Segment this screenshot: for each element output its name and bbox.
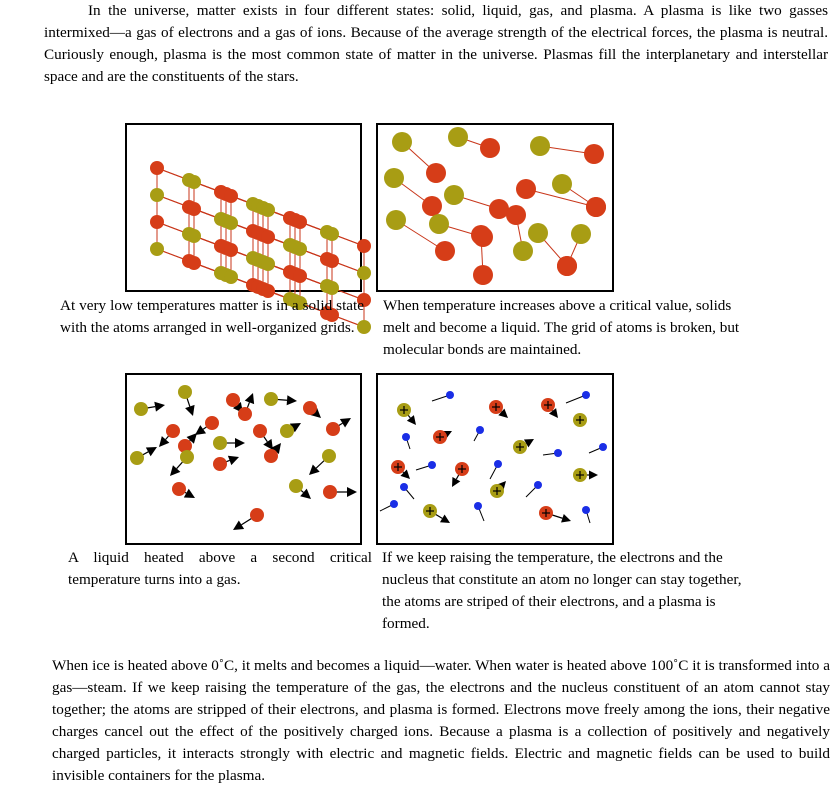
liquid-atom — [473, 265, 493, 285]
lattice-atom — [187, 229, 201, 243]
gas-atom — [289, 479, 303, 493]
solid-lattice-illustration — [125, 123, 362, 298]
plasma-electron — [582, 506, 590, 514]
velocity-arrowhead — [440, 515, 450, 523]
liquid-atom — [513, 241, 533, 261]
velocity-arrowhead — [589, 471, 598, 480]
gas-atom — [303, 401, 317, 415]
liquid-atom — [471, 225, 491, 245]
gas-atom — [213, 436, 227, 450]
gas-atoms-illustration — [125, 373, 362, 545]
lattice-atom — [357, 239, 371, 253]
solid-panel — [125, 123, 362, 292]
lattice-atom — [187, 202, 201, 216]
gas-atom — [205, 416, 219, 430]
gas-atom — [264, 449, 278, 463]
lattice-atom — [187, 175, 201, 189]
lattice-atom — [224, 189, 238, 203]
gas-atom — [226, 393, 240, 407]
plasma-electron — [390, 500, 398, 508]
lattice-atom — [261, 257, 275, 271]
lattice-atom — [224, 243, 238, 257]
liquid-atom — [384, 168, 404, 188]
outro-paragraph: When ice is heated above 0˚C, it melts and becomes a liquid—water. When water is heated above 100˚C it is transformed into a gas—steam. If we keep raising the temperature of the gas, the electrons and the nucleus constituent of an atom cannot stay together; the atoms are stripped of their electrons, and plasma is formed. Electrons move freely among the ions, their negative charges cancel out the effect of the positively charged ions. Because a plasma is a collection of positively and negatively charged particles, it interacts strongly with electric and magnetic fields. Electric and magnetic fields can be used to build invisible containers for the plasma. — [52, 657, 830, 784]
velocity-arrowhead — [233, 520, 244, 530]
plasma-electron — [476, 426, 484, 434]
lattice-atom — [224, 216, 238, 230]
lattice-atom — [293, 215, 307, 229]
gas-atom — [172, 482, 186, 496]
lattice-atom — [325, 281, 339, 295]
plasma-electron — [582, 391, 590, 399]
gas-atom — [280, 424, 294, 438]
liquid-caption: When temperature increases above a critical value, solids melt and become a liquid. The grid of atoms is broken, but molecular bonds are maintained. — [383, 297, 740, 358]
gas-panel — [125, 373, 362, 545]
gas-atom — [250, 508, 264, 522]
lattice-atom — [293, 242, 307, 256]
liquid-atom — [530, 136, 550, 156]
liquid-atom — [448, 127, 468, 147]
plasma-electron — [428, 461, 436, 469]
lattice-atom — [261, 203, 275, 217]
lattice-atom — [224, 270, 238, 284]
gas-atom — [213, 457, 227, 471]
plasma-panel — [376, 373, 614, 545]
liquid-atom — [444, 185, 464, 205]
gas-atom — [166, 424, 180, 438]
velocity-arrowhead — [300, 489, 311, 499]
liquid-molecules-illustration — [376, 123, 614, 292]
lattice-atom — [325, 254, 339, 268]
liquid-atom — [392, 132, 412, 152]
liquid-atom — [571, 224, 591, 244]
lattice-atom — [150, 215, 164, 229]
plasma-electron — [402, 433, 410, 441]
velocity-arrowhead — [347, 487, 357, 497]
lattice-atom — [261, 230, 275, 244]
gas-atom — [264, 392, 278, 406]
liquid-atom — [557, 256, 577, 276]
velocity-arrowhead — [561, 514, 571, 523]
velocity-arrowhead — [340, 418, 351, 427]
gas-atom — [253, 424, 267, 438]
lattice-atom — [150, 242, 164, 256]
liquid-atom — [516, 179, 536, 199]
liquid-panel — [376, 123, 614, 292]
lattice-atom — [325, 227, 339, 241]
liquid-atom — [429, 214, 449, 234]
plasma-electron — [554, 449, 562, 457]
liquid-atom — [506, 205, 526, 225]
plasma-electron — [494, 460, 502, 468]
plasma-electron — [400, 483, 408, 491]
liquid-atom — [528, 223, 548, 243]
velocity-arrowhead — [263, 439, 273, 450]
liquid-atom — [586, 197, 606, 217]
lattice-atom — [150, 161, 164, 175]
liquid-atom — [480, 138, 500, 158]
lattice-atom — [150, 188, 164, 202]
liquid-atom — [386, 210, 406, 230]
lattice-atom — [293, 269, 307, 283]
gas-atom — [238, 407, 252, 421]
velocity-arrowhead — [287, 395, 297, 405]
liquid-atom — [422, 196, 442, 216]
gas-atom — [178, 385, 192, 399]
gas-atom — [326, 422, 340, 436]
liquid-atom — [489, 199, 509, 219]
plasma-electron — [474, 502, 482, 510]
lattice-atom — [357, 266, 371, 280]
gas-atom — [134, 402, 148, 416]
intro-paragraph: In the universe, matter exists in four different states: solid, liquid, gas, and plasma. A plasma is like two gasses intermixed—a gas of electrons and a gas of ions. Because of the average strength of the electrical forces, the plasma is neutral. Curiously enough, plasma is the most common state of matter in the universe. Plasmas fill the interplanetary and interstellar space and are the constituents of the stars. — [44, 2, 828, 85]
gas-atom — [323, 485, 337, 499]
solid-caption: At very low temperatures matter is in a solid state with the atoms arranged in well-organized grids. — [60, 297, 364, 336]
velocity-arrowhead — [154, 402, 165, 412]
plasma-electron — [446, 391, 454, 399]
gas-atom — [130, 451, 144, 465]
velocity-arrowhead — [235, 438, 245, 448]
velocity-arrowhead — [407, 415, 416, 425]
gas-atom — [180, 450, 194, 464]
gas-caption: A liquid heated above a second critical temperature turns into a gas. — [68, 549, 372, 588]
lattice-atom — [187, 256, 201, 270]
liquid-atom — [584, 144, 604, 164]
velocity-arrowhead — [185, 405, 194, 416]
liquid-atom — [435, 241, 455, 261]
plasma-electron — [534, 481, 542, 489]
plasma-caption: If we keep raising the temperature, the electrons and the nucleus that constitute an atom no longer can stay together, the atoms are striped of their electrons, and a plasma is formed. — [382, 549, 742, 632]
liquid-atom — [552, 174, 572, 194]
plasma-electron — [599, 443, 607, 451]
plasma-particles-illustration — [376, 373, 614, 545]
liquid-atom — [426, 163, 446, 183]
gas-atom — [322, 449, 336, 463]
